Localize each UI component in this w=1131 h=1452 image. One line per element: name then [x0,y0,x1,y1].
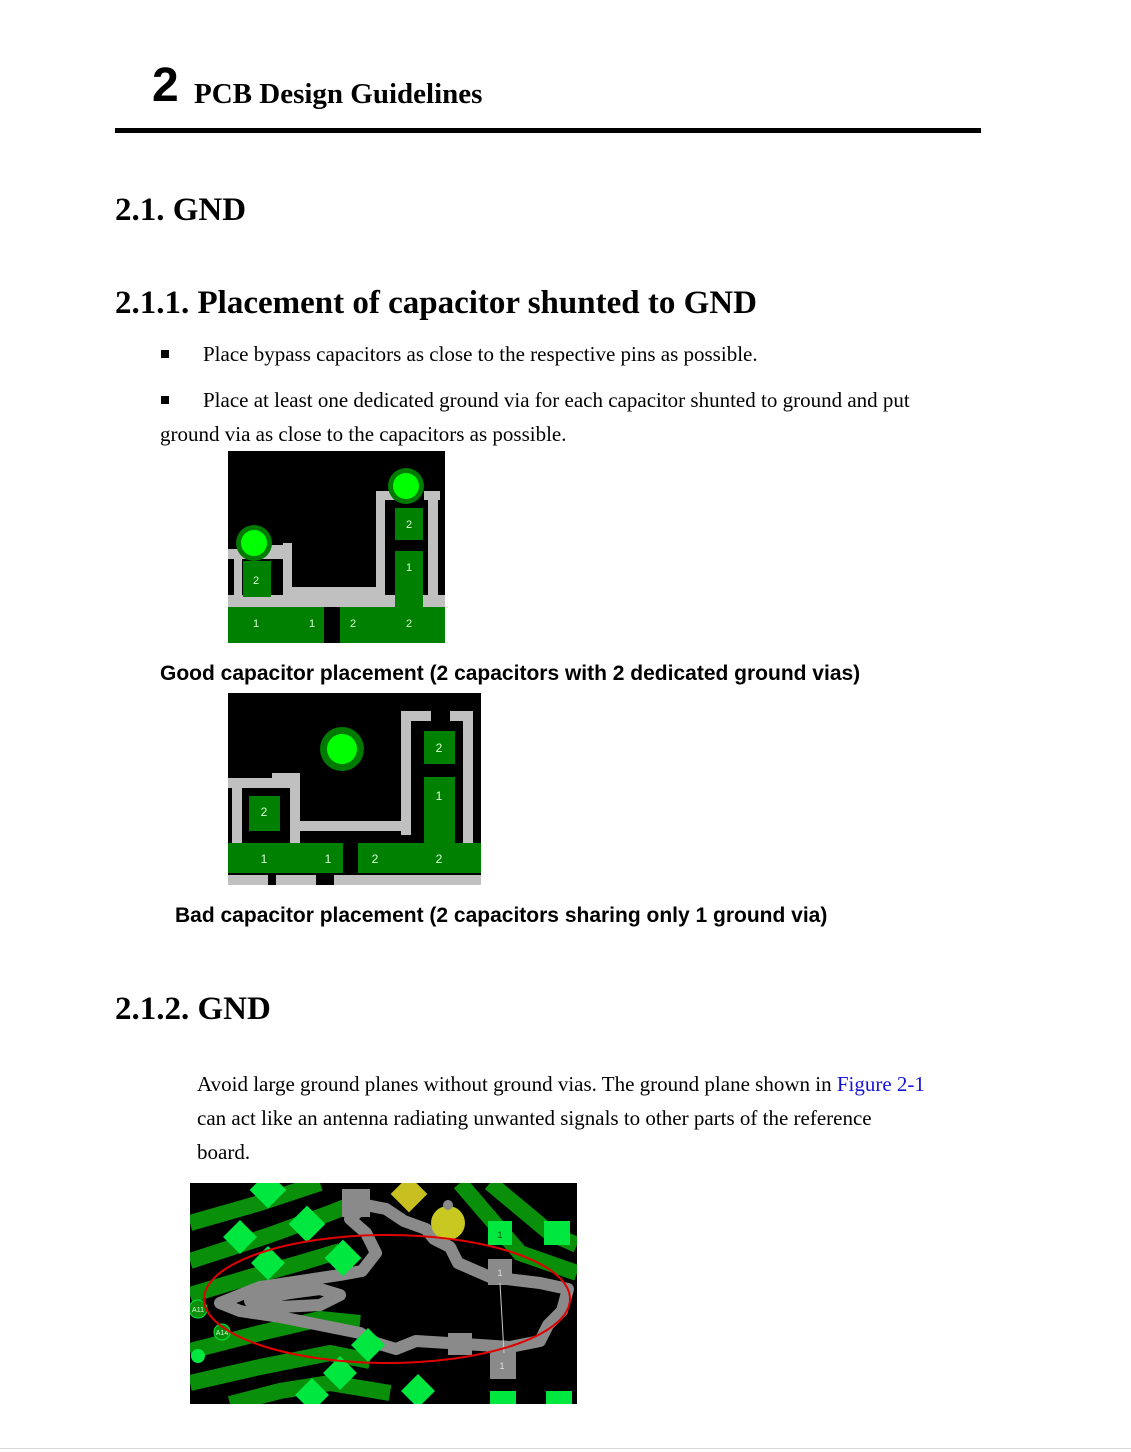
chapter-title: PCB Design Guidelines [194,78,483,110]
pad-label: 1 [308,618,316,630]
net-label: A11 [192,1307,204,1314]
pad-label: 1 [499,1361,505,1371]
gnd-paragraph [197,1067,987,1169]
paragraph-line: can act like an antenna radiating unwanted signals to other parts of the reference [197,1106,872,1130]
bullet-square-icon [161,396,169,404]
pad-label: 1 [435,789,443,803]
pad-label: 1 [497,1268,503,1278]
pad-label: 1 [252,618,260,630]
good-placement-caption: Good capacitor placement (2 capacitors with 2 dedicated ground vias) [160,662,861,685]
pad-label: 2 [405,519,413,531]
figure-2-1-link[interactable]: Figure 2-1 [836,1072,925,1096]
pad-label: 2 [435,741,443,755]
paragraph-line [197,1067,987,1101]
pad-label: 1 [260,852,268,866]
pad-label: 2 [252,575,260,587]
page-bottom-rule [0,1448,1131,1449]
bullet-text: Place bypass capacitors as close to the respective pins as possible. [203,342,758,366]
pad-label: 2 [371,852,379,866]
pad-label: 1 [405,562,413,574]
pad-label: 2 [405,618,413,630]
pad-label: 2 [349,618,357,630]
pad-label: 2 [260,805,268,819]
chapter-rule [115,128,981,133]
bullet-continuation: ground via as close to the capacitors as possible. [160,422,567,446]
chapter-number: 2 [152,59,179,112]
subsection-title-gnd: 2.1.2. GND [115,991,271,1027]
pad-label: 1 [497,1230,503,1240]
ground-plane-figure [190,1183,577,1404]
pad-label: 2 [435,852,443,866]
bad-placement-caption: Bad capacitor placement (2 capacitors sharing only 1 ground via) [175,904,828,927]
bad-placement-figure [228,693,481,885]
net-label: A14 [215,1330,229,1337]
bullet-text: Place at least one dedicated ground via for each capacitor shunted to ground and put [203,388,910,412]
subsection-title-placement: 2.1.1. Placement of capacitor shunted to GND [115,285,757,321]
paragraph-text: Avoid large ground planes without ground vias. The ground plane shown in [197,1072,837,1096]
good-placement-figure [228,451,445,643]
bullet-square-icon [161,350,169,358]
pad-label: 1 [324,852,332,866]
section-title: 2.1. GND [115,192,247,228]
paragraph-line: board. [197,1140,251,1164]
